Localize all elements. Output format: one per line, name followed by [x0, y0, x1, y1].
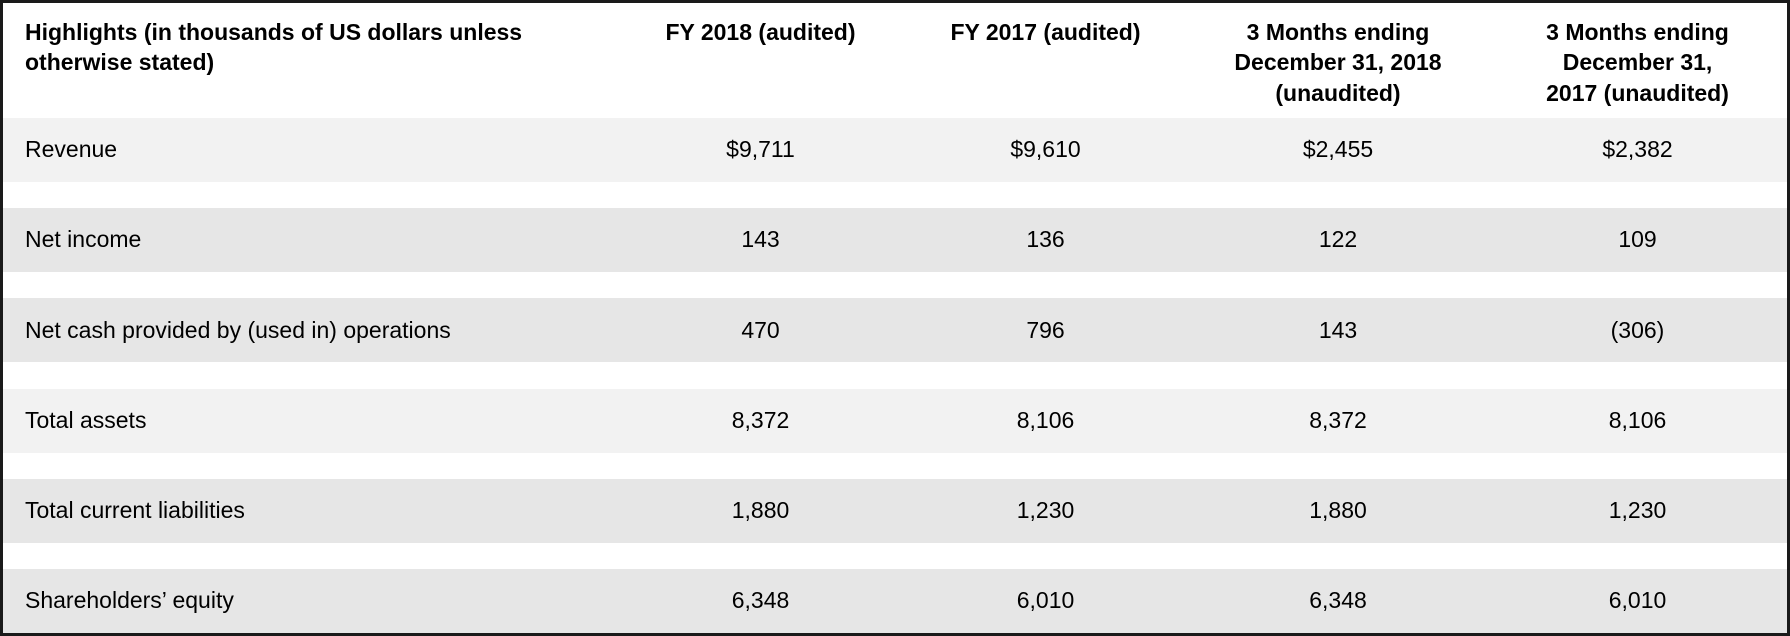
row-spacer-cell: [3, 453, 1787, 479]
cell-net-cash-q4-2018: 143: [1188, 298, 1488, 362]
row-label-net-cash-operations: Net cash provided by (used in) operations: [3, 298, 618, 362]
cell-net-income-fy2018: 143: [618, 208, 903, 272]
cell-shareholders-equity-fy2017: 6,010: [903, 569, 1188, 633]
cell-total-current-liabilities-fy2017: 1,230: [903, 479, 1188, 543]
column-header-fy2017: [903, 3, 1188, 118]
highlights-table: [3, 3, 1787, 633]
row-label-net-income: Net income: [3, 208, 618, 272]
row-label-revenue: Revenue: [3, 118, 618, 182]
cell-revenue-q4-2018: $2,455: [1188, 118, 1488, 182]
table-header: [3, 3, 1787, 118]
cell-total-current-liabilities-q4-2018: 1,880: [1188, 479, 1488, 543]
table-row: [3, 118, 1787, 182]
cell-shareholders-equity-q4-2018: 6,348: [1188, 569, 1488, 633]
header-label-line-2: (in thousands of US dollars unless: [143, 19, 523, 45]
q4-2017-header-line-2: December 31,: [1562, 49, 1713, 76]
header-label-line-3: otherwise stated): [25, 49, 215, 76]
table-row: [3, 479, 1787, 543]
q4-2018-header-line-1: 3 Months ending: [1246, 19, 1430, 45]
cell-revenue-fy2017: $9,610: [903, 118, 1188, 182]
cell-total-assets-q4-2018: 8,372: [1188, 389, 1488, 453]
cell-net-cash-fy2018: 470: [618, 298, 903, 362]
row-spacer: [3, 453, 1787, 479]
cell-net-cash-q4-2017: (306): [1488, 298, 1787, 362]
column-header-fy2018: [618, 3, 903, 118]
row-spacer-cell: [3, 543, 1787, 569]
row-spacer: [3, 182, 1787, 208]
row-spacer-cell: [3, 182, 1787, 208]
table-row: [3, 569, 1787, 633]
q4-2018-header-line-3: (unaudited): [1275, 79, 1401, 106]
header-label-line-1: Highlights: [25, 19, 138, 45]
table-row: [3, 389, 1787, 453]
cell-total-assets-fy2018: 8,372: [618, 389, 903, 453]
column-header-highlights: [3, 3, 618, 118]
table-row: [3, 208, 1787, 272]
row-spacer: [3, 543, 1787, 569]
row-spacer: [3, 272, 1787, 298]
cell-total-current-liabilities-q4-2017: 1,230: [1488, 479, 1787, 543]
row-spacer-cell: [3, 272, 1787, 298]
row-spacer: [3, 362, 1787, 388]
fy2017-header-line-1: FY 2017 (audited): [950, 19, 1141, 45]
row-label-total-current-liabilities: Total current liabilities: [3, 479, 618, 543]
row-label-total-assets: Total assets: [3, 389, 618, 453]
cell-revenue-q4-2017: $2,382: [1488, 118, 1787, 182]
row-spacer-cell: [3, 362, 1787, 388]
cell-net-income-q4-2017: 109: [1488, 208, 1787, 272]
column-header-q4-2017: [1488, 3, 1787, 118]
cell-revenue-fy2018: $9,711: [618, 118, 903, 182]
cell-shareholders-equity-fy2018: 6,348: [618, 569, 903, 633]
cell-total-assets-fy2017: 8,106: [903, 389, 1188, 453]
cell-shareholders-equity-q4-2017: 6,010: [1488, 569, 1787, 633]
q4-2017-header-line-3: 2017 (unaudited): [1546, 79, 1729, 106]
q4-2018-header-line-2: December 31, 2018: [1234, 49, 1442, 76]
cell-total-current-liabilities-fy2018: 1,880: [618, 479, 903, 543]
column-header-q4-2018: [1188, 3, 1488, 118]
cell-net-income-fy2017: 136: [903, 208, 1188, 272]
cell-net-income-q4-2018: 122: [1188, 208, 1488, 272]
table-header-row: [3, 3, 1787, 118]
fy2018-header-line-1: FY 2018 (audited): [665, 19, 856, 45]
cell-net-cash-fy2017: 796: [903, 298, 1188, 362]
row-label-shareholders-equity: Shareholders’ equity: [3, 569, 618, 633]
cell-total-assets-q4-2017: 8,106: [1488, 389, 1787, 453]
table-row: [3, 298, 1787, 362]
table-body: [3, 118, 1787, 633]
q4-2017-header-line-1: 3 Months ending: [1546, 19, 1729, 45]
